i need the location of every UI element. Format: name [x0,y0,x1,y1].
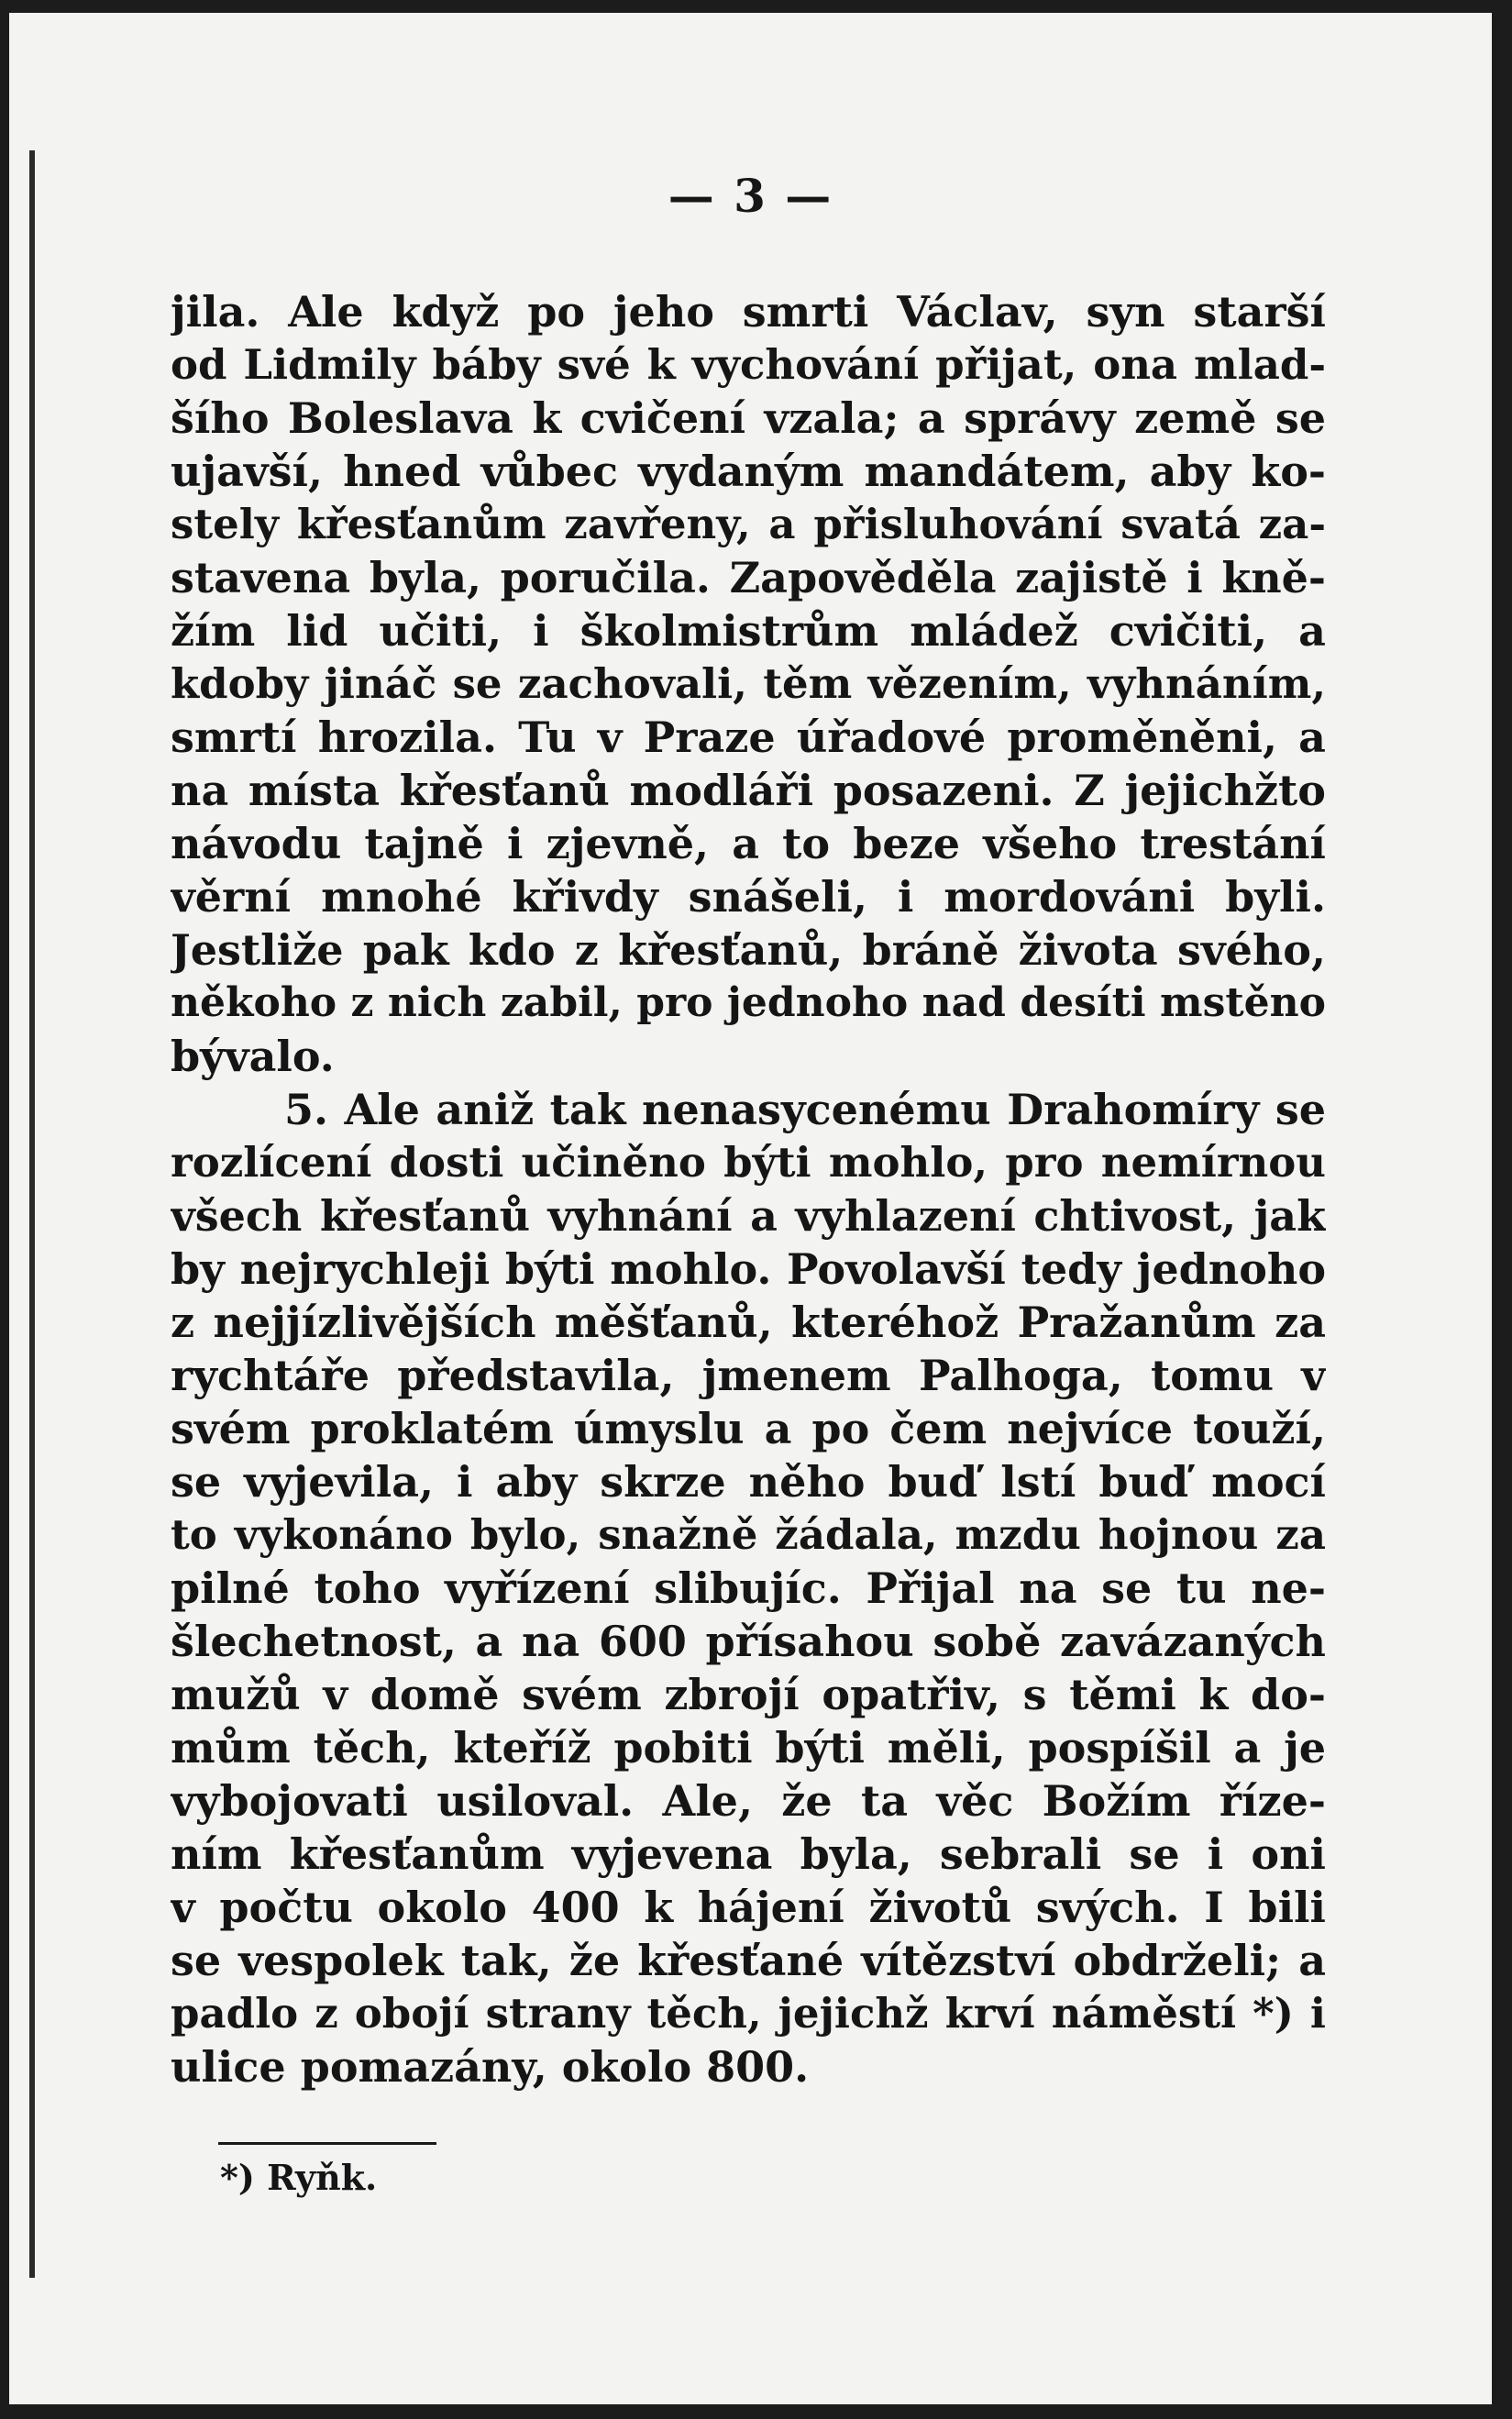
text-line: mužů v domě svém zbrojí opatřiv, s těmi k do- [171,1670,1326,1719]
text-line: kdoby jináč se zachovali, těm vězením, vyhnáním, [171,659,1326,708]
text-line: se vespolek tak, že křesťané vítězství obdrželi; a [171,1936,1326,1985]
text-line: Jestliže pak kdo z křesťanů, bráně života svého, [171,925,1326,975]
text-line: ujavší, hned vůbec vydaným mandátem, aby ko- [171,447,1326,496]
page-spine-edge [29,150,35,2278]
text-line: stely křesťanům zavřeny, a přisluhování svatá za- [171,500,1326,548]
text-line: šího Boleslava k cvičení vzala; a správy země se [171,393,1326,443]
footnote: *) Ryňk. [220,2157,378,2198]
text-line: smrtí hrozila. Tu v Praze úřadové proměněni, a [171,712,1326,762]
text-line-paragraph-start: 5. Ale aniž tak nenasycenému Drahomíry se [284,1085,1326,1134]
text-line: stavena byla, poručila. Zapověděla zajistě i kně- [171,553,1326,602]
text-line: na místa křesťanů modláři posazeni. Z jejichžto [171,766,1326,815]
text-line: od Lidmily báby své k vychování přijat, ona mlad- [171,340,1326,389]
text-line: návodu tajně i zjevně, a to beze všeho trestání [171,819,1326,868]
text-line: by nejrychleji býti mohlo. Povolavší tedy jednoho [171,1244,1326,1294]
text-line: bývalo. [171,1032,335,1081]
text-line: ulice pomazány, okolo 800. [171,2042,810,2092]
text-line: padlo z obojí strany těch, jejichž krví náměstí *) i [171,1989,1326,2038]
page-number: — 3 — [668,169,833,223]
text-line: ním křesťanům vyjevena byla, sebrali se i oni [171,1829,1326,1879]
text-line: někoho z nich zabil, pro jednoho nad desíti mstěno [171,979,1326,1026]
text-line: jila. Ale když po jeho smrti Václav, syn starší [171,287,1326,337]
text-line: žím lid učiti, i školmistrům mládež cvičiti, a [171,606,1326,656]
text-line: všech křesťanů vyhnání a vyhlazení chtivost, jak [171,1191,1326,1241]
text-line: věrní mnohé křivdy snášeli, i mordováni byli. [171,872,1326,922]
footnote-divider [218,2142,436,2145]
text-line: šlechetnost, a na 600 přísahou sobě zavázaných [171,1617,1326,1666]
text-line: rychtáře představila, jmenem Palhoga, tomu v [171,1351,1326,1400]
text-line: pilné toho vyřízení slibujíc. Přijal na se tu ne- [171,1563,1326,1613]
text-line: v počtu okolo 400 k hájení životů svých. I bili [171,1883,1326,1932]
text-line: z nejjízlivějších měšťanů, kteréhož Pražanům za [171,1298,1326,1347]
text-line: svém proklatém úmyslu a po čem nejvíce touží, [171,1404,1326,1453]
text-line: to vykonáno bylo, snažně žádala, mzdu hojnou za [171,1510,1326,1559]
body-text [171,285,1326,2093]
text-line: rozlícení dosti učiněno býti mohlo, pro nemírnou [171,1138,1326,1187]
text-line: se vyjevila, i aby skrze něho buď lstí buď mocí [171,1457,1326,1507]
text-line: vybojovati usiloval. Ale, že ta věc Božím říze- [171,1776,1326,1826]
text-line: mům těch, kteříž pobiti býti měli, pospíšil a je [171,1723,1326,1773]
